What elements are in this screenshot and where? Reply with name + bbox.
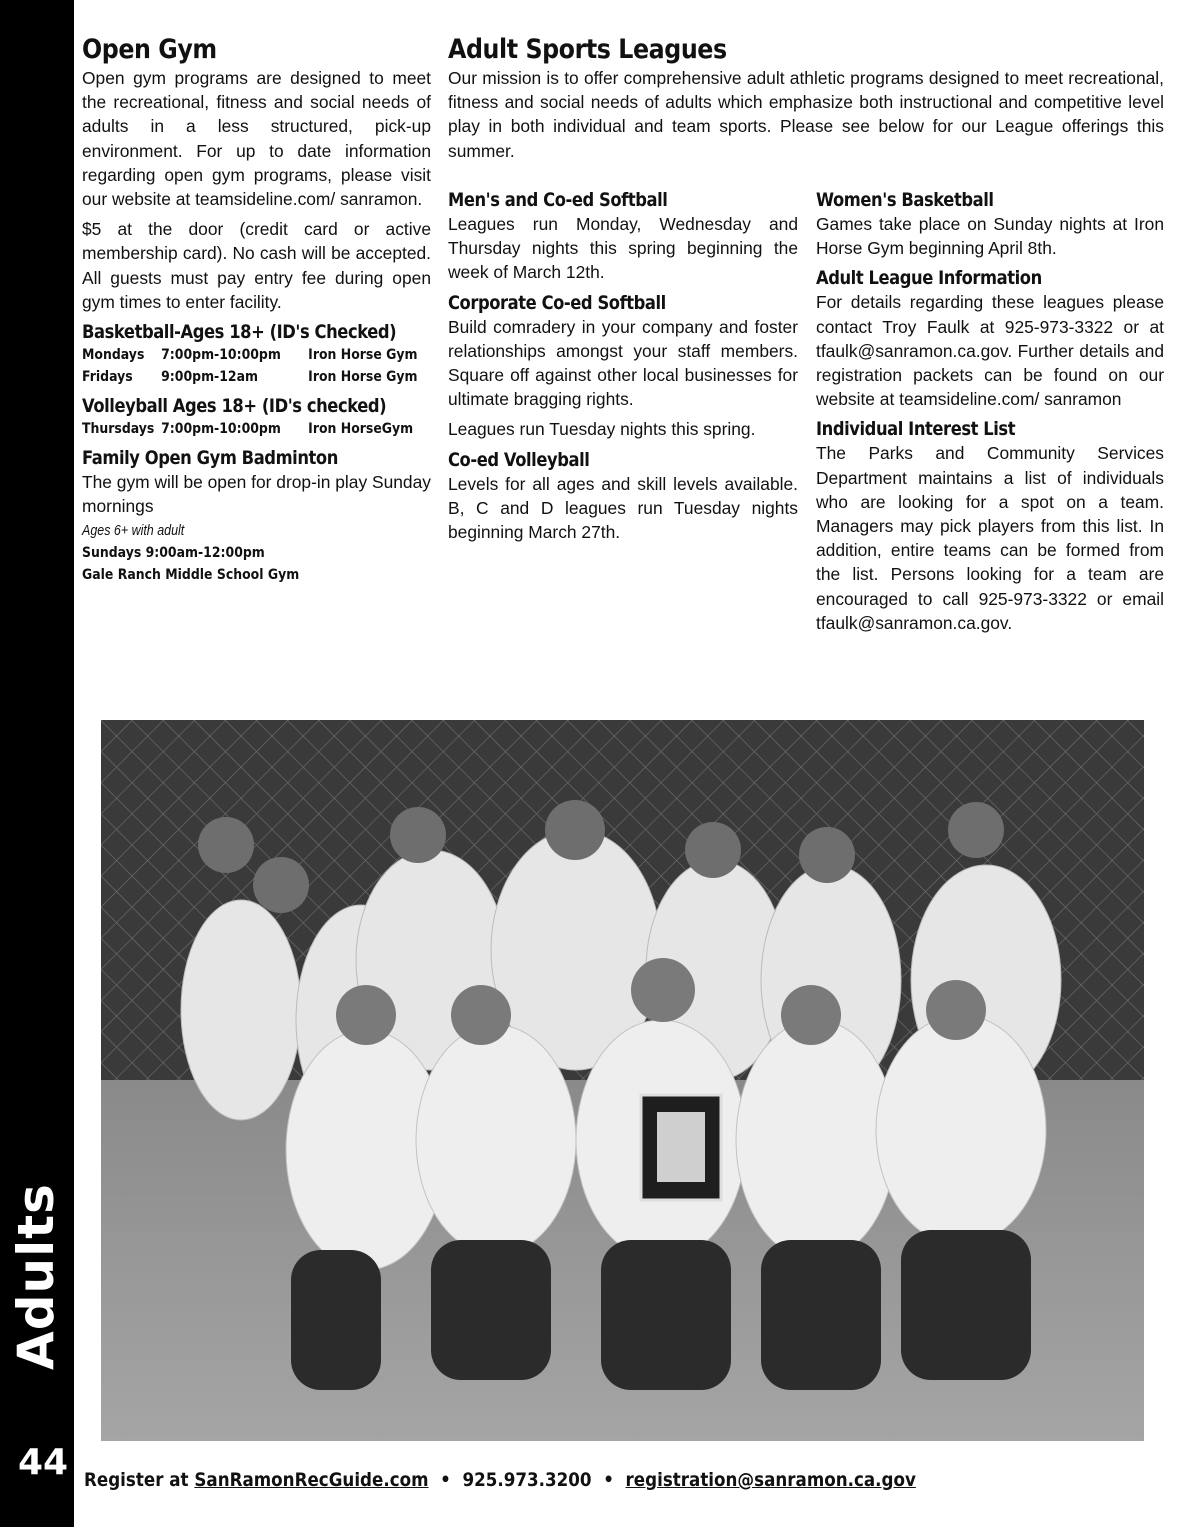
leagues-column-right	[816, 188, 1164, 641]
footer-email-link[interactable]: registration@sanramon.ca.gov	[625, 1469, 916, 1491]
corporate-softball-title: Corporate Co-ed Softball	[448, 291, 666, 314]
footer-register-label: Register at	[84, 1469, 189, 1491]
team-photo-illustration	[101, 720, 1144, 1441]
interest-list-title: Individual Interest List	[816, 418, 1016, 441]
coed-volleyball-title: Co-ed Volleyball	[448, 448, 590, 471]
footer-separator: •	[440, 1469, 451, 1491]
volleyball-title: Volleyball Ages 18+ (ID's checked)	[82, 395, 387, 418]
league-info-title: Adult League Information	[816, 267, 1042, 290]
footer-website-link[interactable]: SanRamonRecGuide.com	[194, 1469, 429, 1491]
adult-leagues-mission: Our mission is to offer comprehensive adult athletic programs designed to meet recreational, fitness and social needs of adults which emphasize both instructional and competitive level play in both individual and team sports. Please see below for our League offerings this summer.	[448, 68, 1164, 161]
womens-basketball-title: Women's Basketball	[816, 189, 994, 211]
womens-basketball-text: Games take place on Sunday nights at Iron Horse Gym beginning April 8th.	[816, 214, 1164, 259]
badminton-title: Family Open Gym Badminton	[82, 447, 338, 470]
leagues-column-left	[448, 188, 798, 550]
footer-separator: •	[603, 1469, 614, 1491]
mens-softball-text: Leagues run Monday, Wednesday and Thursday nights this spring beginning the week of March 12th.	[448, 214, 798, 283]
open-gym-title: Open Gym	[82, 34, 217, 65]
schedule-row: Thursdays 7:00pm-10:00pm Iron HorseGym	[82, 421, 414, 438]
badminton-location: Gale Ranch Middle School Gym	[82, 567, 300, 584]
schedule-row: Fridays 9:00pm-12am Iron Horse Gym	[82, 369, 418, 386]
corporate-softball-text: Build comradery in your company and foster relationships amongst your staff members. Square off against other local businesses for ultimate bragging rights.	[448, 316, 798, 410]
adult-leagues-header	[448, 34, 1164, 169]
badminton-text: The gym will be open for drop-in play Sunday mornings	[82, 472, 431, 517]
coed-volleyball-text: Levels for all ages and skill levels available. B, C and D leagues run Tuesday nights beginning March 27th.	[448, 473, 798, 543]
corporate-softball-text2: Leagues run Tuesday nights this spring.	[448, 419, 756, 440]
badminton-schedule: Sundays 9:00am-12:00pm	[82, 545, 265, 562]
mens-softball-title: Men's and Co-ed Softball	[448, 189, 668, 211]
open-gym-intro: Open gym programs are designed to meet the recreational, fitness and social needs of adults in a less structured, pick-up environment. For up to date information regarding open gym programs, please visit our website at teamsideline.com/ sanramon.	[82, 68, 431, 210]
schedule-row: Mondays 7:00pm-10:00pm Iron Horse Gym	[82, 347, 418, 364]
league-info-text: For details regarding these leagues please contact Troy Faulk at 925-973-3322 or at tfaulk@sanramon.ca.gov. Further details and registration packets can be found on our website at teamsideline.com/ sanramon	[816, 292, 1164, 410]
footer-phone: 925.973.3200	[462, 1469, 592, 1491]
team-photo	[101, 720, 1144, 1441]
sidebar: Adults 44	[0, 0, 74, 1527]
open-gym-section	[82, 34, 431, 586]
footer	[84, 1466, 1052, 1498]
interest-list-text: The Parks and Community Services Department maintains a list of individuals who are looking for a spot on a team. Managers may pick players from this list. In addition, entire teams can be formed from the list. Persons looking for a team are encouraged to call 925-973-3322 or email tfaulk@sanramon.ca.gov.	[816, 443, 1164, 633]
page-number: 44	[18, 1442, 69, 1483]
open-gym-fee: $5 at the door (credit card or active membership card). No cash will be accepted. All guests must pay entry fee during open gym times to enter facility.	[82, 219, 431, 312]
badminton-ages: Ages 6+ with adult	[82, 523, 185, 540]
adult-leagues-title: Adult Sports Leagues	[448, 34, 727, 65]
basketball-title: Basketball-Ages 18+ (ID's Checked)	[82, 321, 397, 344]
